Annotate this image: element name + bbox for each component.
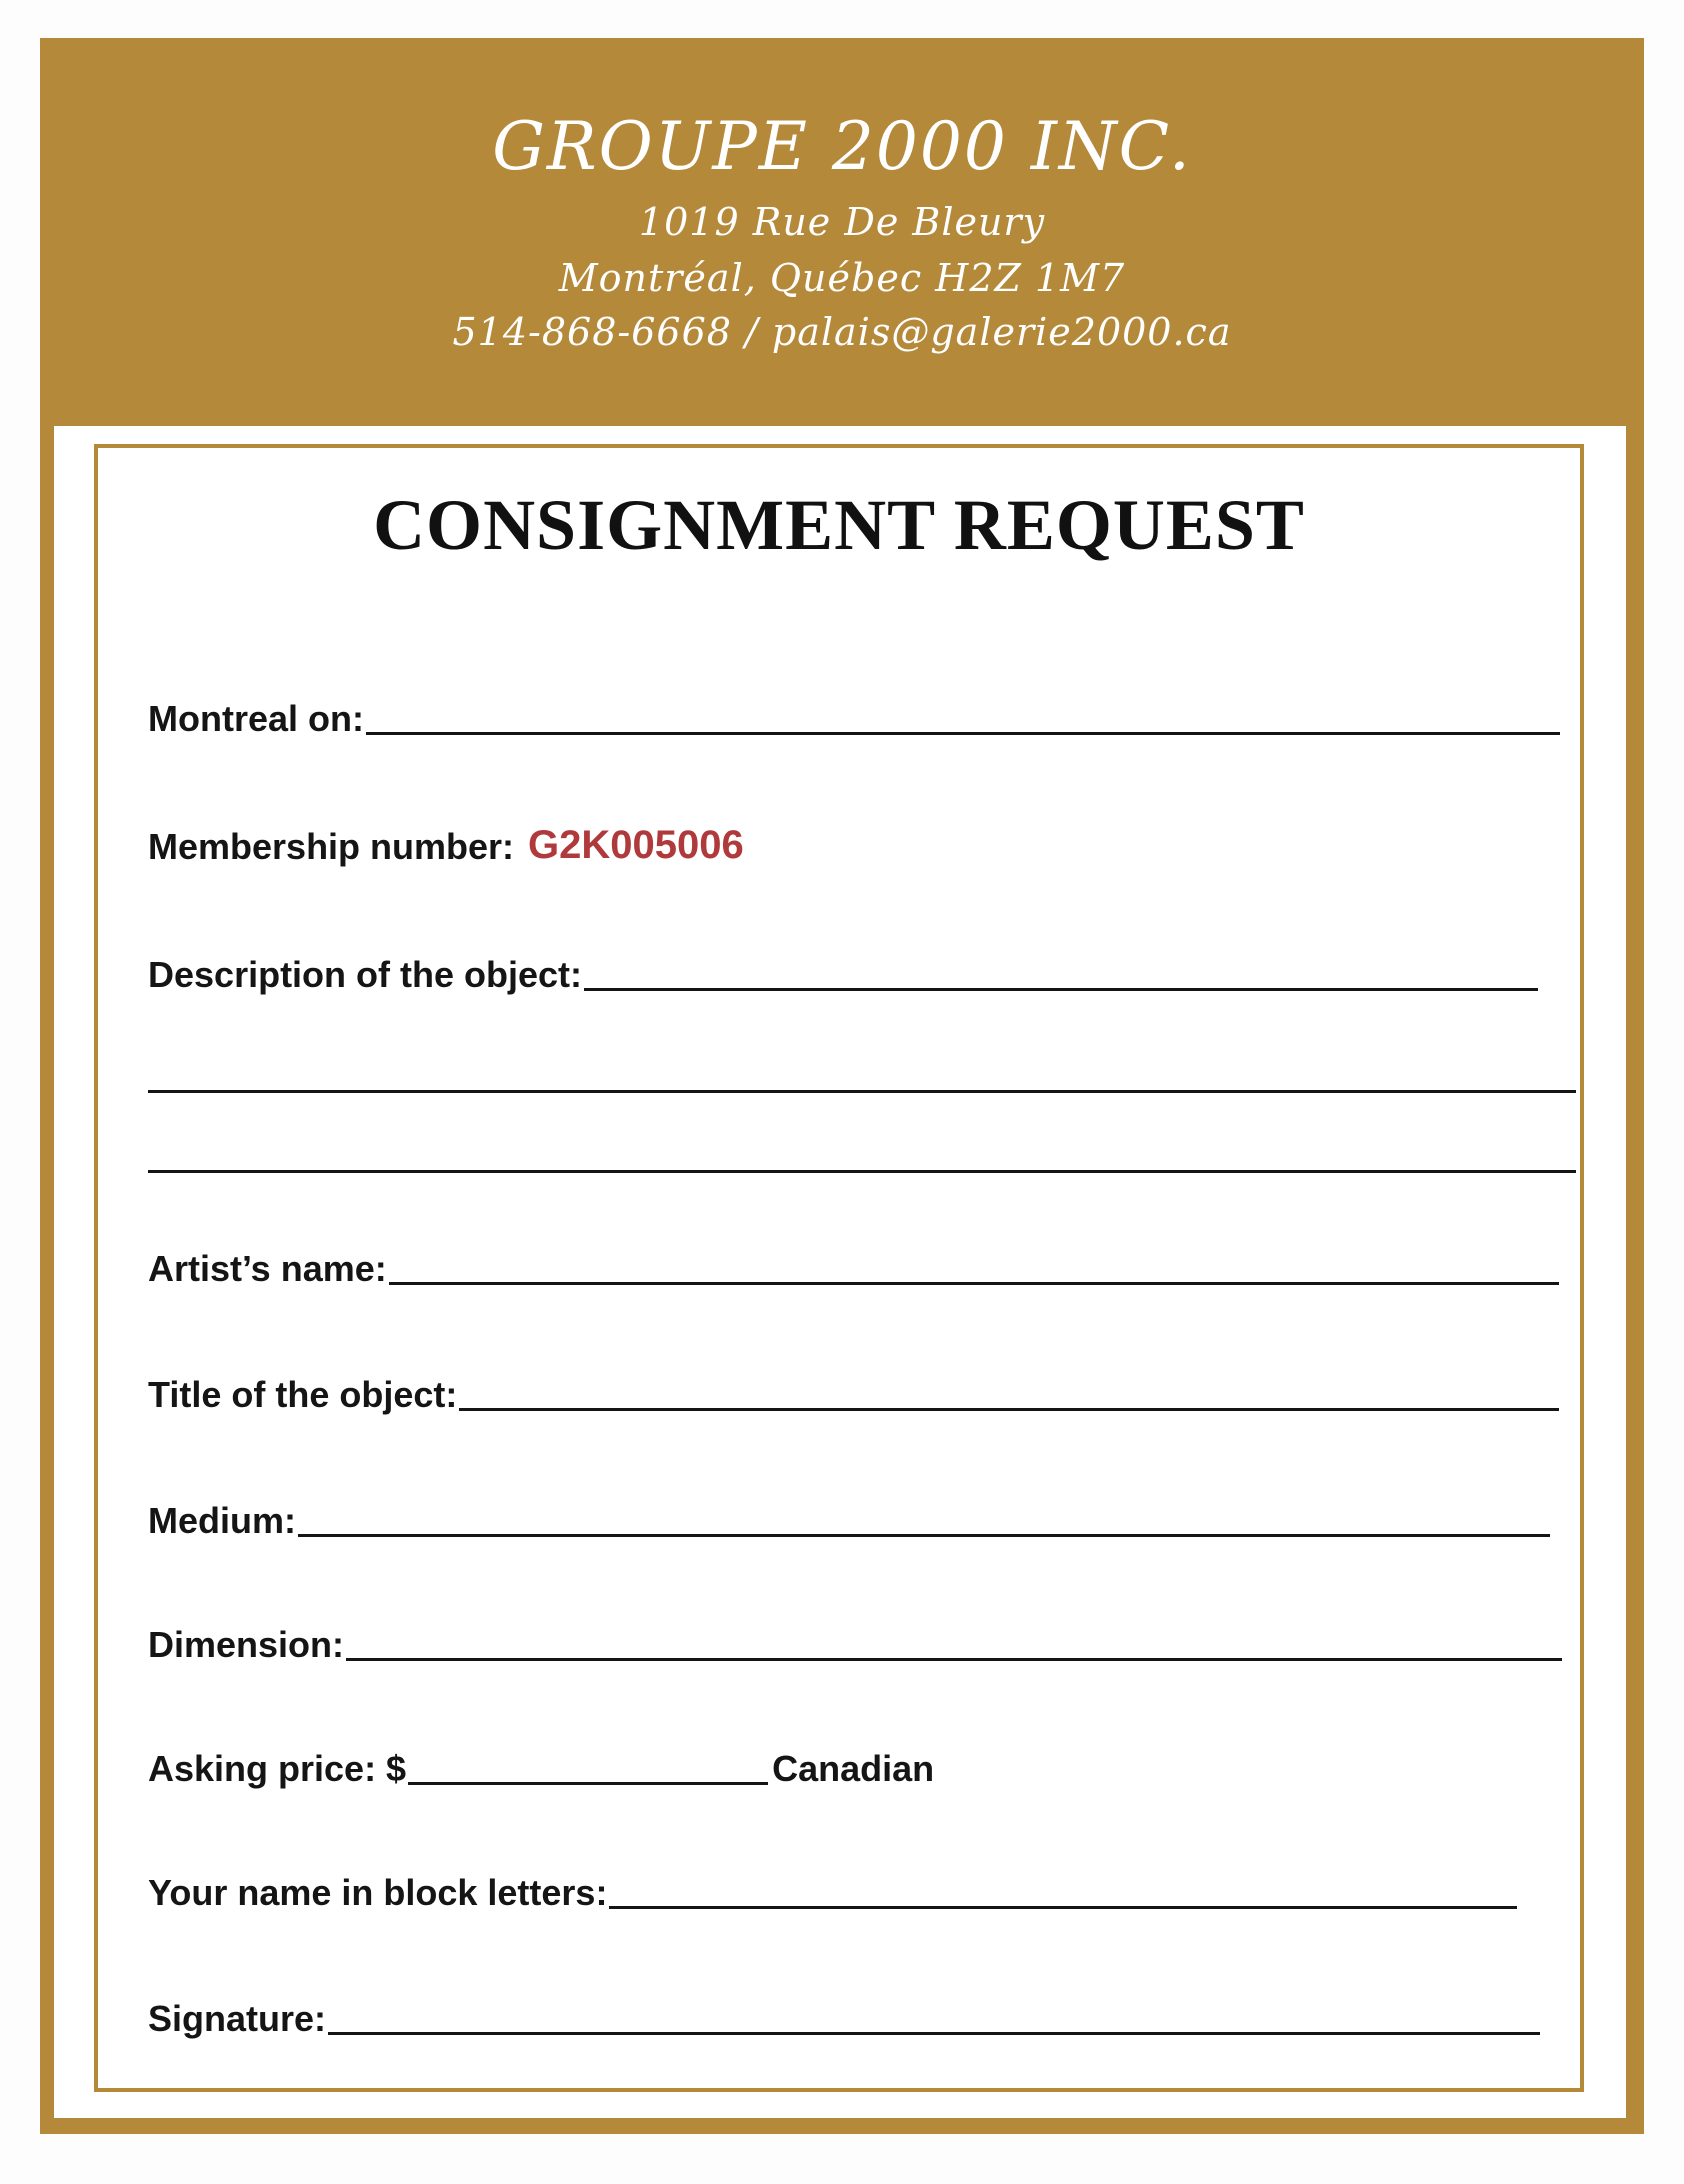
signature-line[interactable] [328,2032,1540,2035]
address-city: Montréal, Québec H2Z 1M7 [558,256,1126,300]
dimension-line[interactable] [346,1658,1562,1661]
form-title: CONSIGNMENT REQUEST [373,485,1305,565]
form-border [94,444,1584,2092]
artist-line[interactable] [389,1282,1559,1285]
description-field[interactable] [148,950,1538,996]
medium-label: Medium: [148,1500,296,1541]
dimension-field[interactable] [148,1620,1562,1666]
signature-label: Signature: [148,1998,327,2039]
asking-price-label: Asking price: $ [148,1748,407,1789]
description-line-3[interactable] [148,1170,1576,1173]
description-line[interactable] [584,988,1538,991]
name-block-label: Your name in block letters: [148,1872,608,1913]
montreal-on-field[interactable] [148,694,1560,740]
artist-field[interactable] [148,1244,1559,1290]
company-name: GROUPE 2000 INC. [492,108,1192,185]
description-line-2[interactable] [148,1090,1576,1093]
membership-number: G2K005006 [528,823,744,867]
letterhead [40,38,1644,428]
name-block-line[interactable] [609,1906,1517,1909]
title-of-object-label: Title of the object: [148,1374,458,1415]
asking-price-line[interactable] [408,1782,768,1785]
dimension-label: Dimension: [148,1624,345,1665]
asking-price-field[interactable] [148,1744,934,1790]
title-of-object-field[interactable] [148,1370,1559,1416]
artist-label: Artist’s name: [148,1248,387,1289]
signature-field[interactable] [148,1994,1540,2040]
description-label: Description of the object: [148,954,583,995]
membership-label: Membership number: [148,826,515,867]
name-block-field[interactable] [148,1868,1517,1914]
address-street: 1019 Rue De Bleury [638,200,1046,244]
medium-field[interactable] [148,1496,1550,1542]
currency-label: Canadian [772,1748,935,1789]
form-panel [54,426,1626,2118]
membership-field [148,822,744,868]
title-of-object-line[interactable] [459,1408,1559,1411]
contact-info: 514-868-6668 / palais@galerie2000.ca [452,310,1232,354]
gold-frame [40,38,1644,2134]
medium-line[interactable] [298,1534,1550,1537]
montreal-on-line[interactable] [366,732,1560,735]
montreal-on-label: Montreal on: [148,698,364,739]
